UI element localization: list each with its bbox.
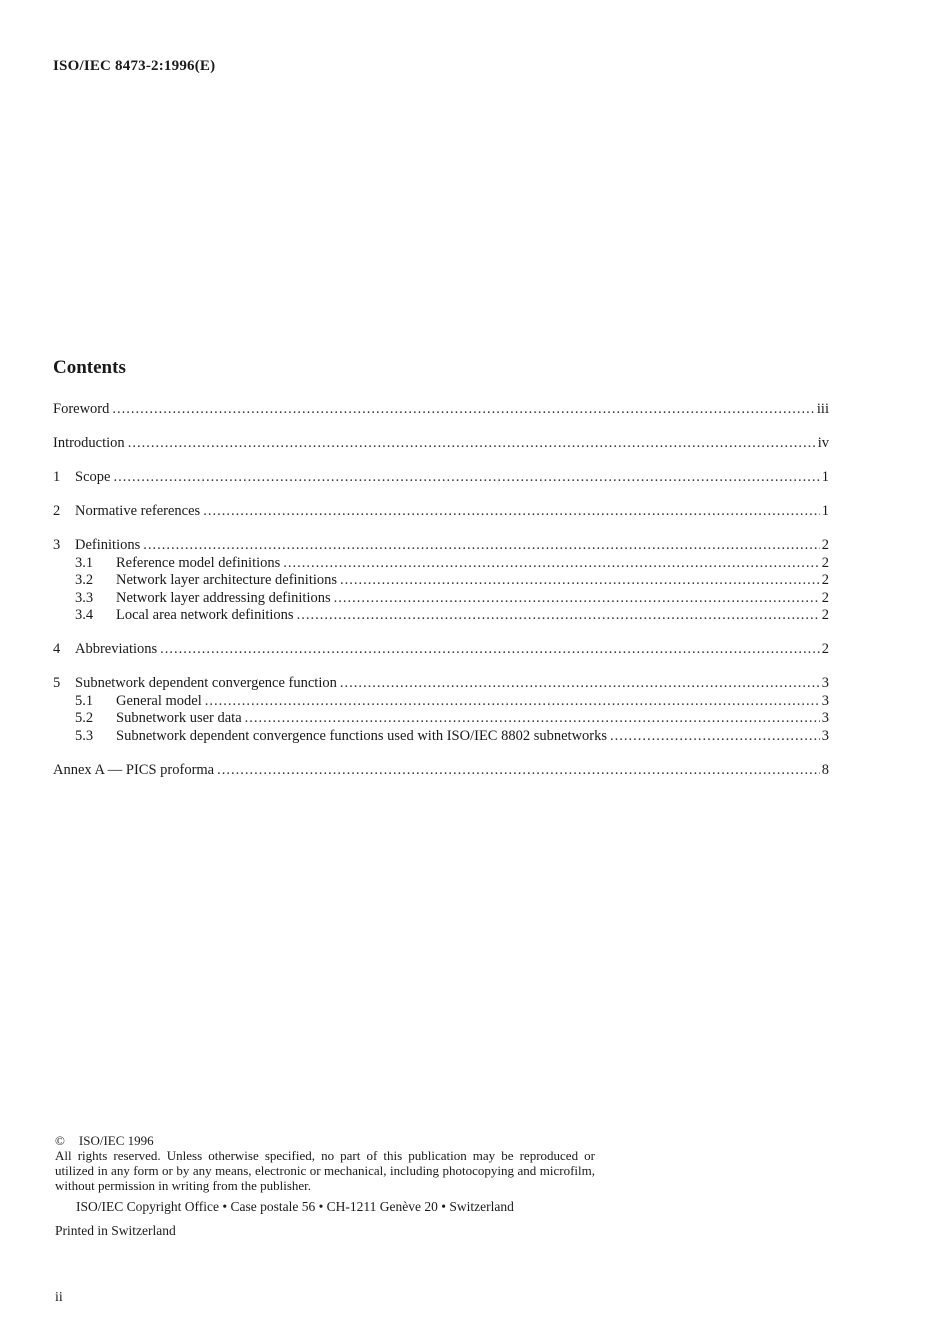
toc-leader-dots [113,469,819,487]
page-number: ii [55,1290,63,1305]
copyright-office-address: ISO/IEC Copyright Office • Case postale 56 • CH-1211 Genève 20 • Switzerland [76,1199,514,1214]
toc-entry-label: Network layer addressing definitions [116,589,331,606]
toc-page-number: 2 [821,537,829,553]
toc-entry-annex-a[interactable] [53,762,829,780]
toc-entry-label: Annex A — PICS proforma [53,761,215,778]
toc-entry-number: 2 [53,503,61,519]
toc-entry-label: Reference model definitions [116,554,281,571]
toc-entry-number: 3 [53,537,61,553]
toc-entry-number: 4 [53,641,61,657]
toc-entry-number: 5 [53,675,61,691]
toc-page-number: 2 [821,607,829,623]
toc-entry-label: General model [116,692,202,709]
toc-leader-dots [340,675,820,693]
contents-heading: Contents [53,357,126,378]
toc-entry-number: 5.2 [75,710,94,726]
toc-entry-number: 3.3 [75,589,94,606]
toc-entry-local-area-network-definitions[interactable] [53,607,829,625]
toc-entry-label: Definitions [75,537,141,553]
toc-leader-dots [160,641,820,659]
toc-leader-dots [205,693,820,711]
toc-page-number: 3 [821,710,829,726]
toc-page-number: 1 [821,469,829,485]
rights-statement: All rights reserved. Unless otherwise specified, no part of this publication may be reproduced or utilized in any form or by any means, electronic or mechanical, including photocopying and microfilm, without permission in writing from the publisher. [55,1148,595,1193]
toc-leader-dots [340,572,820,590]
toc-entry-general-model[interactable] [53,693,829,711]
toc-entry-label: Introduction [53,435,125,451]
toc-leader-dots [245,710,820,728]
toc-entry-label: Network layer architecture definitions [116,572,338,588]
toc-entry-normative-references[interactable] [53,503,829,521]
toc-entry-introduction[interactable] [53,435,829,453]
toc-entry-sndcf-iso-8802-subnetworks[interactable] [53,728,829,746]
copyright-notice [55,1133,595,1193]
toc-leader-dots [283,555,819,573]
toc-leader-dots [143,537,820,555]
toc-entry-number: 3.2 [75,572,94,588]
copyright-symbol: © [55,1133,65,1148]
copyright-line [55,1133,595,1148]
toc-entry-label: Normative references [75,503,201,519]
toc-leader-dots [112,401,815,419]
toc-entry-number: 5.1 [75,692,94,709]
toc-entry-label: Local area network definitions [116,607,294,623]
toc-entry-abbreviations[interactable] [53,641,829,659]
toc-page-number: 3 [821,727,829,744]
toc-leader-dots [217,762,820,780]
toc-page-number: iii [816,401,829,417]
toc-page-number: 2 [821,554,829,571]
table-of-contents [53,401,829,779]
toc-entry-number: 3.1 [75,554,94,571]
toc-entry-number: 3.4 [75,607,94,623]
toc-leader-dots [297,607,820,625]
toc-page-number: 1 [821,503,829,519]
toc-entry-network-layer-addressing-definitions[interactable] [53,590,829,608]
toc-entry-definitions[interactable] [53,537,829,555]
printed-in: Printed in Switzerland [55,1223,176,1238]
toc-entry-scope[interactable] [53,469,829,487]
toc-leader-dots [128,435,816,453]
toc-entry-network-layer-architecture-definitions[interactable] [53,572,829,590]
toc-entry-number: 1 [53,469,61,485]
toc-leader-dots [334,590,820,608]
toc-leader-dots [610,728,820,746]
toc-page-number: 3 [821,692,829,709]
toc-page-number: 2 [821,589,829,606]
toc-page-number: 2 [821,572,829,588]
toc-entry-label: Foreword [53,401,110,417]
toc-entry-label: Subnetwork dependent convergence functions used with ISO/IEC 8802 subnetworks [116,727,608,744]
toc-page-number: 2 [821,641,829,657]
copyright-holder: ISO/IEC 1996 [78,1133,154,1148]
toc-entry-foreword[interactable] [53,401,829,419]
toc-entry-subnetwork-user-data[interactable] [53,710,829,728]
toc-entry-label: Scope [75,469,111,485]
toc-entry-label: Subnetwork user data [116,710,242,726]
toc-entry-number: 5.3 [75,727,94,744]
toc-page-number: iv [817,435,829,451]
toc-entry-subnetwork-dependent-convergence-function[interactable] [53,675,829,693]
toc-leader-dots [203,503,820,521]
toc-page-number: 3 [821,675,829,691]
toc-entry-label: Subnetwork dependent convergence function [75,675,337,691]
toc-entry-reference-model-definitions[interactable] [53,555,829,573]
toc-page-number: 8 [821,761,829,778]
toc-entry-label: Abbreviations [75,641,158,657]
document-id: ISO/IEC 8473-2:1996(E) [53,58,216,74]
